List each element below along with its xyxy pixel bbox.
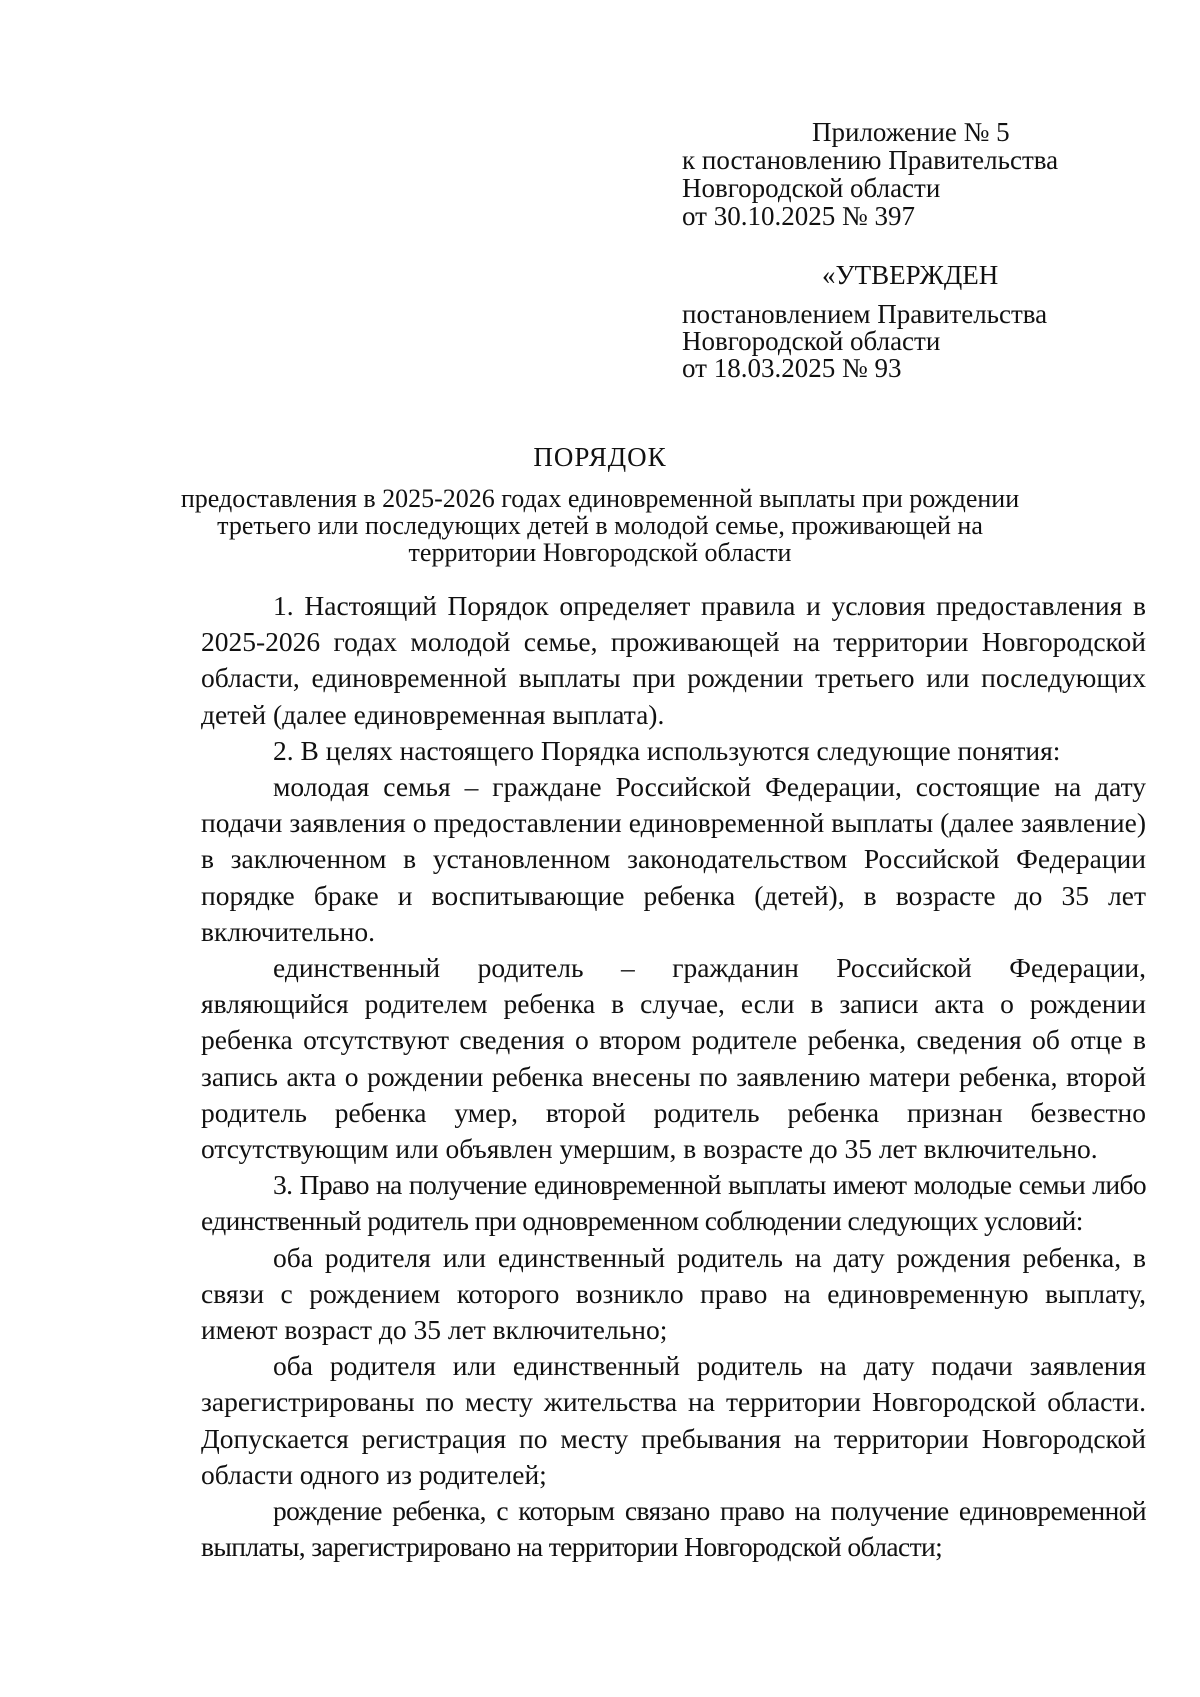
appendix-line: от 30.10.2025 № 397 — [682, 201, 915, 231]
paragraph-1: 1. Настоящий Порядок определяет правила и условия предоставления в 2025-2026 годах молодой семье, проживающей на территории Новгородской области, единовременной выплаты при рождении третьего или последующих детей (далее единовременная выплата). — [201, 590, 1146, 730]
condition-age: оба родителя или единственный родитель на дату рождения ребенка, в связи с рождением которого возникло право на единовременную выплату, имеют возраст до 35 лет включительно; — [201, 1241, 1146, 1346]
paragraph-2: 2. В целях настоящего Порядка используются следующие понятия: — [273, 734, 1061, 766]
document-heading — [150, 442, 1050, 566]
paragraph-definition-young-family: молодая семья – граждане Российской Федерации, состоящие на дату подачи заявления о предоставлении единовременной выплаты (далее заявление) в заключенном в установленном законодательством Российской Федерации порядке браке и воспитывающие ребенка (детей), в возрасте до 35 лет включительно. — [201, 771, 1146, 947]
appendix-line: к постановлению Правительства — [682, 145, 1059, 175]
paragraph-definition-single-parent: единственный родитель – гражданин Российской Федерации, являющийся родителем ребенка в случае, если в записи акта о рождении ребенка отсутствуют сведения о втором родителе ребенка, сведения об отце в запись акта о рождении ребенка внесены по заявлению матери ребенка, второй родитель ребенка умер, второй родитель ребенка признан безвестно отсутствующим или объявлен умершим, в возрасте до 35 лет включительно. — [201, 952, 1146, 1165]
paragraph-3: 3. Право на получение единовременной выплаты имеют молодые семьи либо единственный родитель при одновременном соблюдении следующих условий: — [201, 1169, 1146, 1237]
condition-birth-registered: рождение ребенка, с которым связано право на получение единовременной выплаты, зарегистрировано на территории Новгородской области; — [201, 1495, 1146, 1563]
subtitle-line: территории Новгородской области — [408, 538, 792, 567]
subtitle-line: предоставления в 2025-2026 годах единовременной выплаты при рождении — [180, 484, 1020, 513]
appendix-header — [682, 118, 1142, 230]
approval-line: постановлением Правительства — [682, 299, 1048, 329]
condition-registration: оба родителя или единственный родитель на дату подачи заявления зарегистрированы по месту жительства на территории Новгородской области. Допускается регистрация по месту пребывания на территории Новгородской области одного из родителей; — [201, 1350, 1146, 1490]
document-subtitle — [150, 485, 1050, 566]
appendix-line: Новгородской области — [682, 173, 941, 203]
approval-line: от 18.03.2025 № 93 — [682, 353, 902, 383]
document-title: ПОРЯДОК — [533, 442, 667, 472]
approval-line: Новгородской области — [682, 326, 941, 356]
appendix-number: Приложение № 5 — [812, 117, 1010, 147]
document-body — [201, 588, 1146, 1565]
approval-block — [682, 262, 1142, 382]
approval-stamp: «УТВЕРЖДЕН — [822, 260, 999, 290]
subtitle-line: третьего или последующих детей в молодой семье, проживающей на — [217, 511, 983, 540]
